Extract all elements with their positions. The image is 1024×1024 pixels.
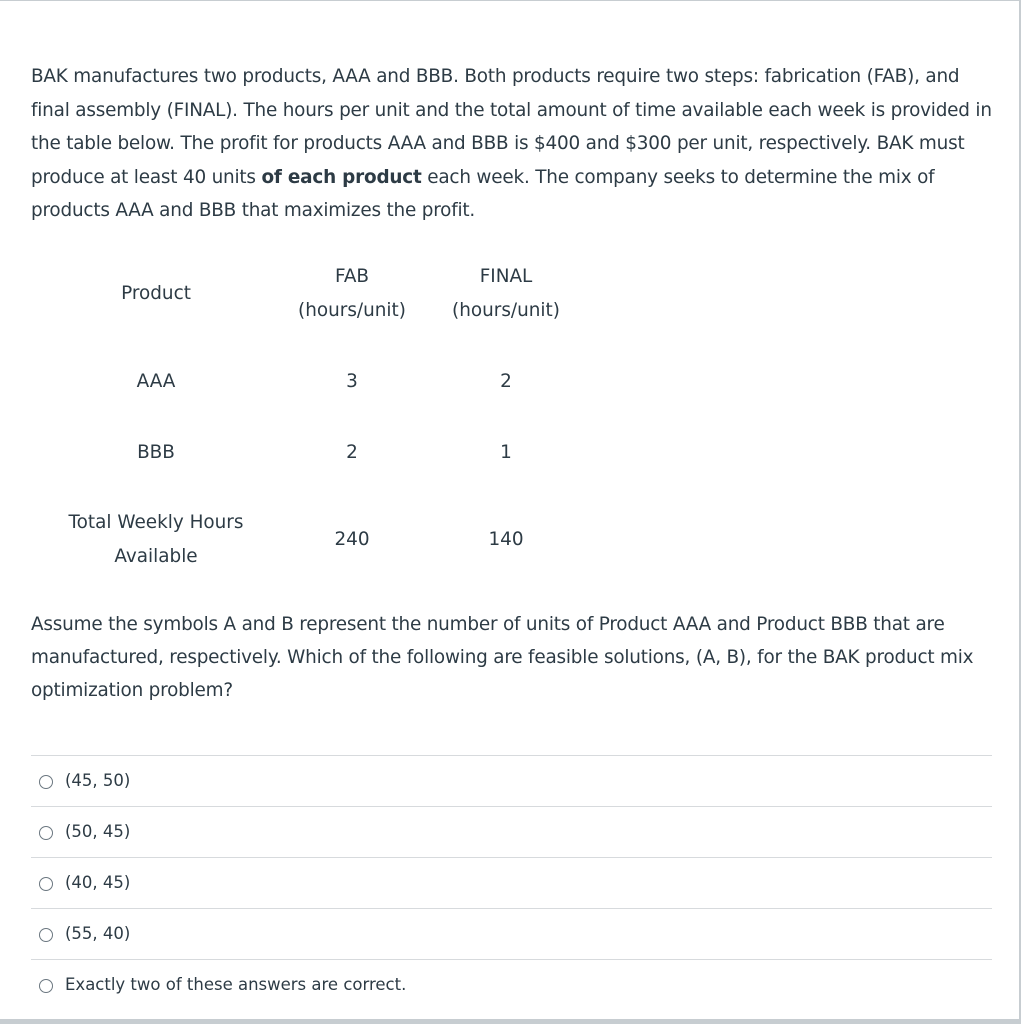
question-prompt: Assume the symbols A and B represent the number of units of Product AAA and Product BBB that are manufactured, respectively. Which of the following are feasible solutions, (A, B), for the BAK product mix optimization problem? — [31, 614, 974, 701]
row-bbb-fab: 2 — [346, 442, 358, 463]
answer-label[interactable]: (50, 45) — [65, 822, 131, 841]
answer-option-1[interactable] — [31, 755, 992, 806]
row-aaa-final: 2 — [500, 371, 512, 392]
header-fab-line2: (hours/unit) — [298, 300, 406, 321]
header-final-line2: (hours/unit) — [452, 300, 560, 321]
header-fab-line1: FAB — [334, 266, 370, 287]
total-fab: 240 — [334, 529, 370, 550]
total-label-line2: Available — [114, 546, 198, 567]
answer-label[interactable]: (40, 45) — [65, 873, 131, 892]
question-text — [31, 60, 1001, 228]
radio-button[interactable] — [39, 877, 53, 891]
header-final-line1: FINAL — [479, 266, 533, 287]
total-label-line1: Total Weekly Hours — [68, 512, 244, 533]
row-bbb-product: BBB — [137, 442, 175, 463]
answer-label[interactable]: (45, 50) — [65, 771, 131, 790]
answer-option-4[interactable] — [31, 908, 992, 959]
answer-list — [31, 755, 992, 1010]
row-aaa-product: AAA — [136, 371, 176, 392]
question-text-bold: of each product — [261, 166, 422, 188]
answer-option-2[interactable] — [31, 806, 992, 857]
radio-button[interactable] — [39, 928, 53, 942]
answer-label[interactable]: Exactly two of these answers are correct. — [65, 975, 407, 994]
row-bbb-final: 1 — [500, 442, 512, 463]
bottom-border — [0, 1019, 1021, 1024]
answer-option-5[interactable] — [31, 959, 992, 1010]
question-text-part2: each week. The company seeks to determine the mix of products AAA and BBB that maximizes the profit. — [31, 166, 935, 221]
radio-button[interactable] — [39, 826, 53, 840]
answer-option-3[interactable] — [31, 857, 992, 908]
total-final: 140 — [488, 529, 524, 550]
answer-label[interactable]: (55, 40) — [65, 924, 131, 943]
row-aaa-fab: 3 — [346, 371, 358, 392]
header-product: Product — [121, 283, 191, 304]
radio-button[interactable] — [39, 979, 53, 993]
radio-button[interactable] — [39, 775, 53, 789]
question-text-part1: BAK manufactures two products, AAA and BBB. Both products require two steps: fabrication (FAB), and final assembly (FINAL). The hours per unit and the total amount of time available each week is provided in the table below. The profit for products AAA and BBB is $400 and $300 per unit, respectively. BAK must produce at least 40 units — [31, 66, 992, 188]
